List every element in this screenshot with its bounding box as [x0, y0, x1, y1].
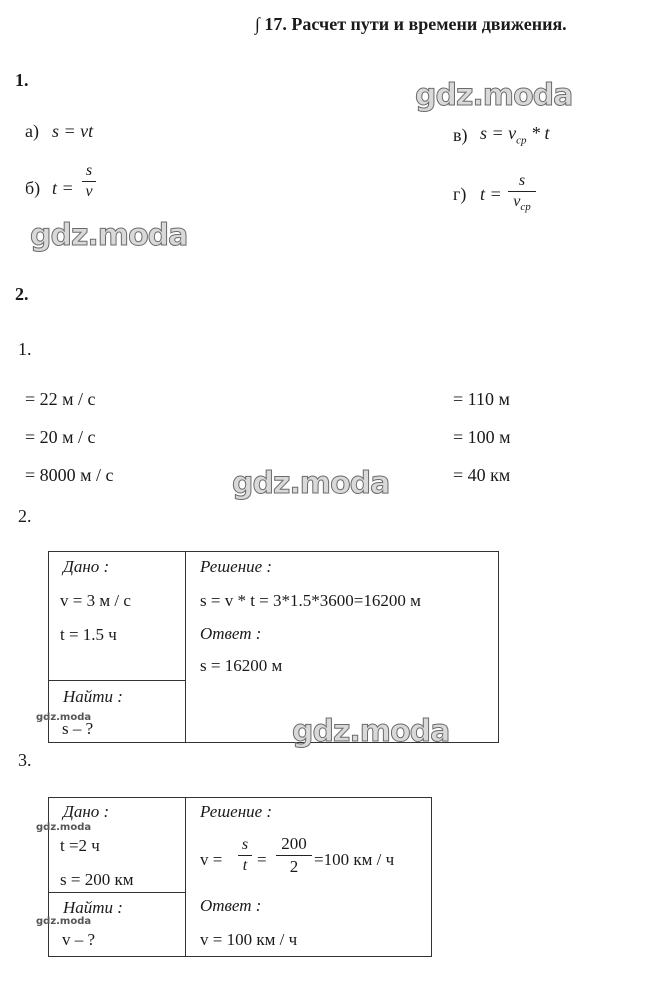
task2-number: 2.: [15, 284, 29, 304]
part3-dano: Дано :: [63, 802, 110, 821]
watermark: gdz.moda: [232, 466, 390, 501]
task1-a-formula: s = vt: [52, 121, 94, 141]
part2-given-1: v = 3 м / с: [60, 591, 131, 610]
part3-naiti: Найти :: [63, 898, 123, 917]
part2-given-2: t = 1.5 ч: [60, 625, 117, 644]
part3-label: 3.: [18, 750, 32, 770]
task1-number: 1.: [15, 70, 29, 90]
part3-table-split: [48, 892, 186, 893]
part3-sol-tail: =100 км / ч: [314, 850, 395, 869]
task1-g-label: г): [453, 184, 467, 204]
part3-eq: =: [257, 850, 267, 869]
part2-reshenie: Решение :: [200, 557, 273, 576]
part3-given-2: s = 200 км: [60, 870, 134, 889]
part2-label: 2.: [18, 506, 32, 526]
part2-solution: s = v * t = 3*1.5*3600=16200 м: [200, 591, 421, 610]
task1-b-label: б): [25, 178, 41, 198]
part1-left-1: = 22 м / с: [25, 389, 96, 409]
part3-otvet: Ответ :: [200, 896, 262, 915]
part2-table-divider: [185, 551, 186, 743]
part3-fraction-values: 200 2: [276, 834, 312, 877]
task1-b-lhs: t =: [52, 178, 74, 198]
watermark: gdz.moda: [30, 218, 188, 253]
task1-v-label: в): [453, 125, 468, 145]
task1-v-formula: $s = v_{ср} * t$: [480, 123, 550, 147]
part1-left-3: = 8000 м / с: [25, 465, 114, 485]
watermark: gdz.moda: [36, 916, 92, 927]
part1-left-2: = 20 м / с: [25, 427, 96, 447]
part2-answer: s = 16200 м: [200, 656, 283, 675]
part2-otvet: Ответ :: [200, 624, 262, 643]
part3-find: v – ?: [62, 930, 96, 949]
part3-reshenie: Решение :: [200, 802, 273, 821]
watermark: gdz.moda: [292, 714, 450, 749]
task1-b-fraction: s v: [82, 162, 96, 201]
task1-g-lhs: t =: [480, 184, 502, 204]
part3-fraction-s-t: s t: [238, 836, 252, 875]
part2-table-split: [48, 680, 186, 681]
watermark: gdz.moda: [36, 712, 92, 723]
part3-sol-lhs: v =: [200, 850, 223, 869]
task1-g-fraction: s $v_{ср}$: [508, 172, 536, 213]
part2-naiti: Найти :: [63, 687, 123, 706]
part1-right-1: = 110 м: [453, 389, 510, 409]
task1-a-label: а): [25, 121, 39, 141]
part1-right-2: = 100 м: [453, 427, 511, 447]
part1-right-3: = 40 км: [453, 465, 511, 485]
watermark: gdz.moda: [415, 78, 573, 113]
part1-label: 1.: [18, 339, 32, 359]
part2-find: s – ?: [62, 719, 94, 738]
part2-dano: Дано :: [63, 557, 110, 576]
part3-table-divider: [185, 797, 186, 957]
part3-given-1: t =2 ч: [60, 836, 100, 855]
watermark: gdz.moda: [36, 822, 92, 833]
part3-answer: v = 100 км / ч: [200, 930, 298, 949]
page-title: ∫ 17. Расчет пути и времени движения.: [255, 14, 567, 34]
